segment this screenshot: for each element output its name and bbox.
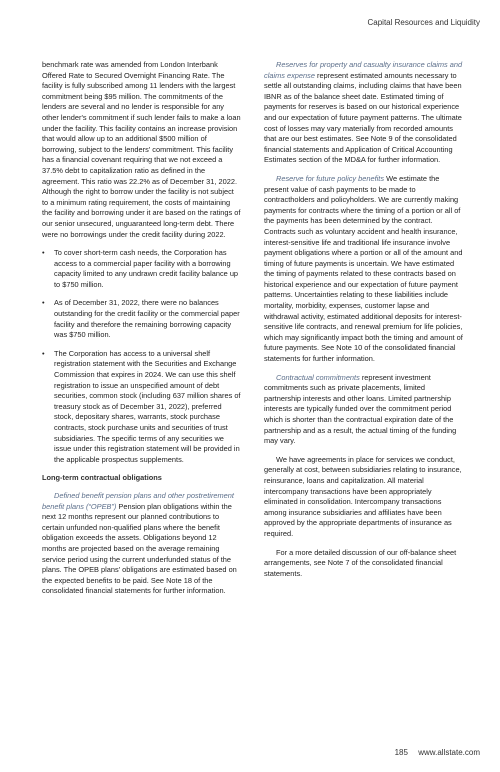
reserves-body: represent estimated amounts necessary to settle all outstanding claims, including claims that have been IBNR as of the balance sheet date. Estimated timing of payments for reserves is based on our historical experience and our expectation of future payment patterns. The ultimate cost of losses may vary materially from recorded amounts that are our best estimates. See Note 9 of the consolidated financial statements and Application of Critical Accounting Estimates section of the MD&A for further information. [264, 70, 462, 165]
off-balance-paragraph: For a more detailed discussion of our off-balance sheet arrangements, see Note 7 of the consolidated financial statements. [264, 547, 457, 578]
contractual-commitments-title: Contractual commitments [276, 372, 360, 382]
opeb-title: Defined benefit pension plans and other postretirement benefit plans (“OPEB”) [42, 490, 234, 511]
reserves-paragraph [264, 60, 464, 166]
reserves-title: Reserves for property and casualty insurance claims and claims expense [264, 60, 463, 80]
liquidity-bullet-list [42, 248, 242, 465]
agreements-paragraph: We have agreements in place for services we conduct, generally at cost, between subsidiaries relating to insurance, reinsurance, loans and capitalization. All material intercompany transactions have been appropriately eliminated in consolidation. Intercompany transactions among insurance subsidiaries and affiliates have been approved by the appropriate departments of insurance as required. [264, 454, 462, 538]
website-link[interactable]: www.allstate.com [418, 748, 480, 758]
bullet-glyph: • [42, 348, 45, 358]
contractual-commitments-paragraph [264, 373, 464, 447]
left-column [42, 60, 242, 605]
opeb-paragraph [42, 491, 242, 597]
page-number: 185 [394, 748, 408, 758]
page-footer [395, 748, 480, 759]
bullet-text: To cover short-term cash needs, the Corporation has access to a commercial paper facility with a borrowing capacity limited to any undrawn credit facility balance up to $750 million. [54, 248, 239, 289]
future-benefits-body: We estimate the present value of cash payments to be made to contractholders and policyholders. We are currently making payments for contracts where the timing of a portion or all of the payments has been determined by the contract. Contracts such as voluntary accident and health insurance, interest-sensitive life and traditional life insurance involve payment obligations where a portion or all of the amount and timing of future payments is uncertain. We have estimated the timing of payments related to these contracts based on historical experience and our expectation of future payment patterns. Uncertainties relating to these liabilities include mortality, morbidity, expenses, customer lapse and withdrawal activity, estimated additional deposits for interest-sensitive life contracts, and renewal premium for life policies, which may significantly impact both the timing and amount of future payments. See Note 10 of the consolidated financial statements for further information. [264, 173, 463, 364]
right-column [264, 60, 464, 587]
long-term-obligations-heading: Long-term contractual obligations [42, 473, 162, 483]
bullet-item-balances [42, 298, 242, 340]
opeb-body: Pension plan obligations within the next 12 months represent our planned contributions to certain unfunded non-qualified plans where the benefit obligation exceeds the assets. Obligations beyond 12 months are projected based on the average remaining service period using the current underfunded status of the plans. The OPEB plans' obligations are estimated based on the expected benefits to be paid. See Note 18 of the consolidated financial statements for further information. [42, 501, 237, 596]
bullet-text: The Corporation has access to a universal shelf registration statement with the Securities and Exchange Commission that expires in 2024. We can use this shelf registration to issue an unspecified amount of debt securities, common stock (including 637 million shares of treasury stock as of December 31, 2022), preferred stock, depositary shares, warrants, stock purchase contracts, stock purchase units and securities of trust subsidiaries. The specific terms of any securities we issue under this registration statement will be provided in the applicable prospectus supplements. [54, 348, 241, 464]
future-benefits-paragraph [264, 174, 464, 365]
contractual-commitments-body: represent investment commitments such as private placements, limited partnership interests and other loans. Limited partnership interests are typically funded over the commitment period which is shorter than the contractual expiration date of the partnership and as a result, the actual timing of the funding may vary. [264, 372, 457, 446]
bullet-item-commercial-paper [42, 248, 242, 290]
credit-facility-paragraph: benchmark rate was amended from London Interbank Offered Rate to Secured Overnight Financing Rate. The facility is fully subscribed among 11 lenders with the largest commitment being $95 million. The commitments of the lenders are several and no lender is responsible for any other lender's commitment if such lender fails to make a loan under the facility. This facility contains an increase provision that would allow up to an additional $500 million of borrowing, subject to the lenders' commitment. This facility has a financial covenant requiring that we not exceed a 37.5% debt to capitalization ratio as defined in the agreement. This ratio was 22.2% as of December 31, 2022. Although the right to borrow under the facility is not subject to a minimum rating requirement, the costs of maintaining the facility and borrowing under it are based on the ratings of our senior unsecured, unguaranteed long-term debt. There were no borrowings under the credit facility during 2022. [42, 60, 241, 239]
bullet-glyph: • [42, 298, 45, 308]
future-benefits-title: Reserve for future policy benefits [276, 173, 385, 183]
bullet-text: As of December 31, 2022, there were no balances outstanding for the credit facility or the commercial paper facility and therefore the remaining borrowing capacity was $750 million. [54, 298, 240, 340]
bullet-item-shelf-registration [42, 349, 242, 466]
section-header: Capital Resources and Liquidity [367, 18, 480, 27]
bullet-glyph: • [42, 248, 45, 258]
